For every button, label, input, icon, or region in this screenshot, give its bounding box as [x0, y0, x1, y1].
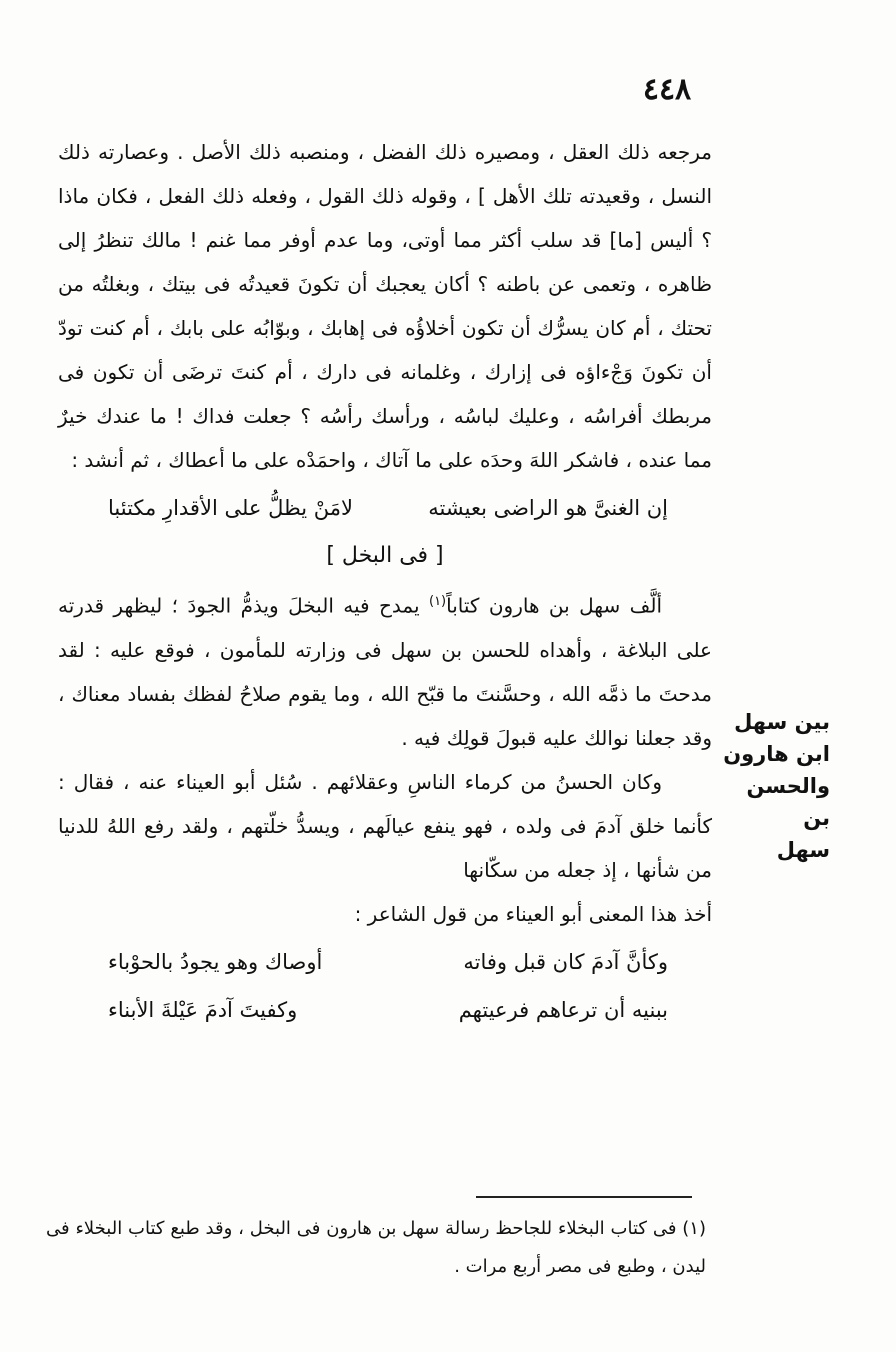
footnote-1: (١) فى كتاب البخلاء للجاحظ رسالة سهل بن هارون فى البخل ، وقد طبع كتاب البخلاء فى ليدن ، وطبع فى مصر أربع مرات . [46, 1218, 706, 1277]
paragraph-2-start: ألَّف سهل بن هارون كتاباً [446, 593, 663, 618]
paragraph-2-rest: يمدح فيه البخلَ ويذمُّ الجودَ ؛ ليظهر قدرته على البلاغة ، وأهداه للحسن بن سهل فى وزارته للمأمون ، فوقع عليه : لقد مدحتَ ما ذمَّه الله ، وحسَّنتَ ما قبّح الله ، وما يقوم صلاحُ لفظك بفساد معناك ، وقد جعلنا نوالك عليه قبولَ قولِك فيه . [58, 593, 712, 750]
page-number: ٤٤٨ [642, 72, 692, 107]
verse-3-left-hemistich: وكفيتَ آدمَ عَيْلةَ الأبناء [108, 997, 298, 1022]
verse-1-left-hemistich: لامَنْ يظلُّ على الأقدارِ مكتئبا [108, 496, 353, 520]
paragraph-4: أخذ هذا المعنى أبو العيناء من قول الشاعر : [354, 901, 712, 926]
verse-1-right-hemistich: إن الغنىَّ هو الراضى بعيشته [428, 496, 668, 520]
verse-2-left-hemistich: أوصاك وهو يجودُ بالحوْباء [108, 949, 323, 974]
verse-3 [108, 988, 668, 1032]
section-heading: [ فى البخل ] [326, 543, 444, 568]
verse-2-right-hemistich: وكأنَّ آدمَ كان قبل وفاته [463, 949, 668, 974]
verse-2 [108, 940, 668, 984]
footnote-ref-1: (١) [428, 594, 447, 609]
margin-note-line-2: ابن هارون [723, 742, 830, 766]
paragraph-2 [58, 580, 712, 760]
main-text [58, 130, 712, 1036]
verse-3-right-hemistich: ببنيه أن ترعاهم فرعيتهم [458, 997, 668, 1022]
margin-note [714, 706, 830, 866]
margin-note-line-1: بين سهل [734, 710, 830, 734]
paragraph-3: وكان الحسنُ من كرماء الناسِ وعقلائهم . سُئل أبو العيناء عنه ، فقال : كأنما خلق آدمَ فى ولده ، فهو ينفع عيالَهم ، ويسدُّ خلّتهم ، ولقد رفع اللهُ للدنيا من شأنها ، إذ جعله من سكّانها [58, 769, 712, 882]
margin-note-line-4: سهل [776, 838, 830, 862]
footnote-divider [476, 1196, 692, 1198]
paragraph-1: مرجعه ذلك العقل ، ومصيره ذلك الفضل ، ومنصبه ذلك الأصل . وعصارته ذلك النسل ، وقعيدته تلك الأهل ] ، وقوله ذلك القول ، وفعله ذلك الفعل ، فكان ماذا ؟ أليس [ما] قد سلب أكثر مما أوتى، وما عدم أوفر مما غنم ! مالك تنظرُ إلى ظاهره ، وتعمى عن باطنه ؟ أكان يعجبك أن تكونَ قعيدتُه فى بيتك ، وبغلتُه من تحتك ، أم كان يسرُّك أن تكون أخلاؤُه فى إهابك ، وبوّابُه على بابك ، أم كنت تودّ أن تكونَ وَجْءاؤه فى إزارك ، وغلمانه فى دارك ، أم كنتَ ترضَى أن تكون فى مربطك أفراسُه ، وعليك لباسُه ، ورأسك رأسُه ؟ جعلت فداك ! ما عندك خيرٌ مما عنده ، فاشكر اللهَ وحدَه على ما آتاك ، واحمَدْه على ما أعطاك ، ثم أنشد : [58, 140, 712, 472]
footnotes [46, 1210, 706, 1286]
verse-1 [108, 486, 668, 530]
margin-note-line-3: والحسن بن [746, 774, 830, 830]
